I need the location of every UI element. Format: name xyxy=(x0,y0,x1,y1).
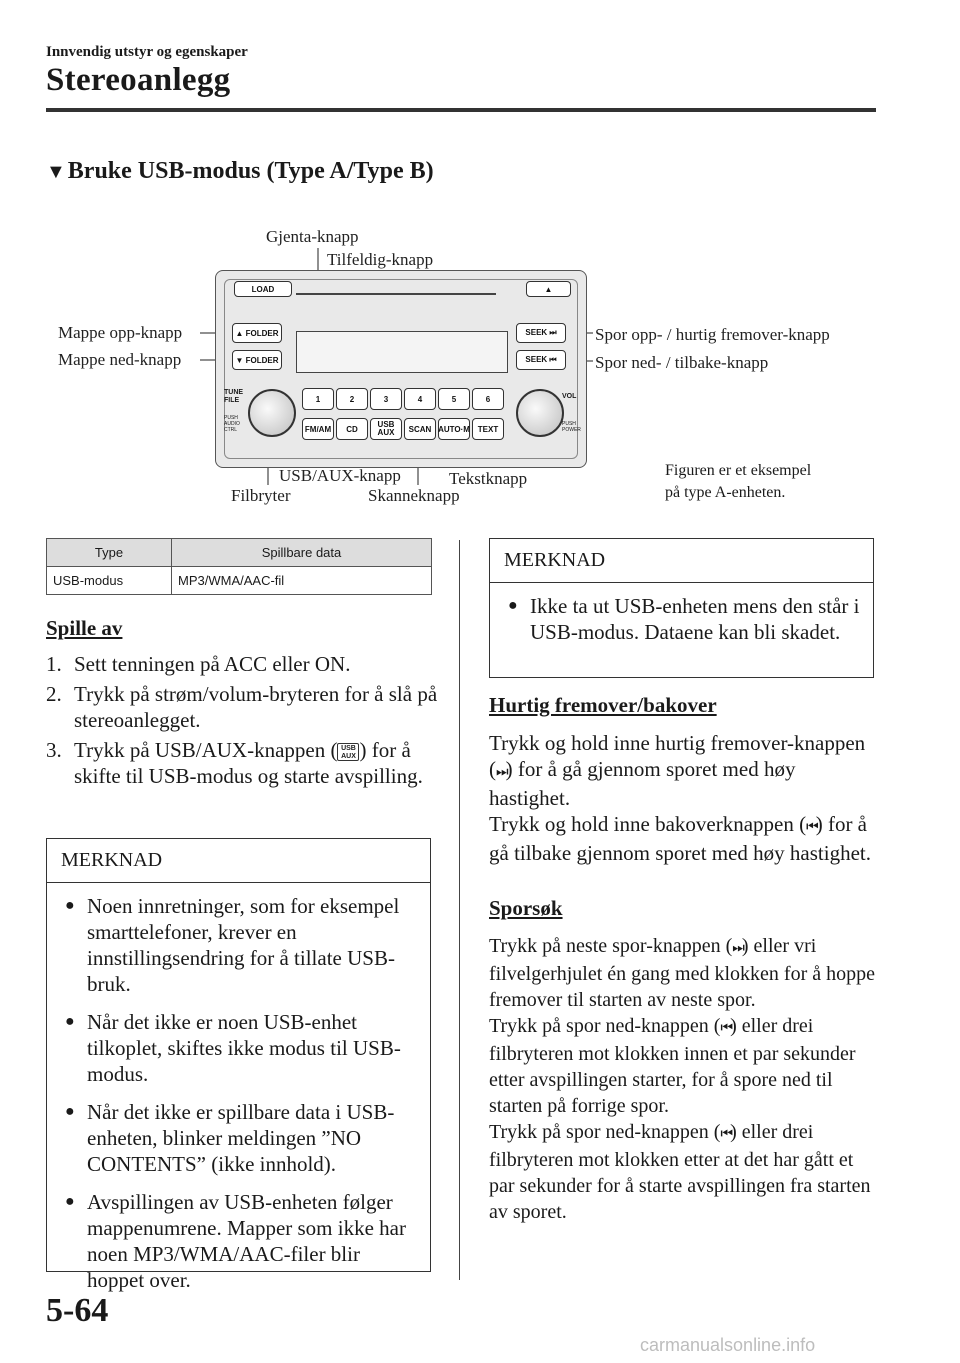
preset-button-1: 1 xyxy=(302,388,334,410)
section-label: Innvendig utstyr og egenskaper xyxy=(46,44,248,60)
bullet-icon: ● xyxy=(65,1013,75,1030)
list-item xyxy=(502,593,861,645)
note-box-right xyxy=(489,538,874,678)
fast-heading: Hurtig fremover/bakover xyxy=(489,693,717,717)
note-title: MERKNAD xyxy=(47,839,430,883)
page-title: Stereoanlegg xyxy=(46,62,231,98)
step-number: 3. xyxy=(46,738,62,762)
text-button: TEXT xyxy=(472,418,504,440)
list-item xyxy=(46,681,446,733)
folder-up-button: ▲ FOLDER xyxy=(232,323,282,343)
step-number: 1. xyxy=(46,652,62,676)
fast-p1-after: ) for å gå gjennom sporet med høy hastighet. xyxy=(489,757,796,810)
figure-caption-line-2: på type A-enheten. xyxy=(665,484,786,501)
playable-data-table xyxy=(46,538,432,595)
step-text-after: ) for å skifte til USB-modus og starte avspilling. xyxy=(74,738,423,788)
preset-button-6: 6 xyxy=(472,388,504,410)
callout-folder-up: Mappe opp-knapp xyxy=(58,323,183,342)
seek-up-button: SEEK ⏭ xyxy=(516,323,566,343)
fast-p2-after: ) for å gå tilbake gjennom sporet med høy hastighet. xyxy=(489,812,871,865)
table-row xyxy=(47,567,432,595)
step-text-before: Trykk på USB/AUX-knappen ( xyxy=(74,738,338,762)
bullet-icon: ● xyxy=(65,897,75,914)
load-button: LOAD xyxy=(234,281,292,297)
search-p2-after: ) eller drei filbryteren mot klokken innen et par sekunder etter avspillingen starter, for å spore ned til starten på forrige spor. xyxy=(489,1015,856,1117)
note-text: Avspillingen av USB-enheten følger mappenumrene. Mapper som ikke har noen MP3/WMA/AAC-filer blir hoppet over. xyxy=(87,1190,406,1292)
search-p1-before: Trykk på neste spor-knappen ( xyxy=(489,935,733,957)
list-item xyxy=(59,893,418,997)
display-window xyxy=(296,331,508,373)
search-p1-after: ) eller vri filvelgerhjulet én gang med klokken for å hoppe fremover til starten av neste spor. xyxy=(489,935,875,1011)
watermark: carmanualsonline.info xyxy=(640,1335,816,1355)
eject-button: ▲ xyxy=(526,281,571,297)
auto-m-button: AUTO·M xyxy=(438,418,470,440)
figure-caption xyxy=(665,460,811,504)
table-header-data: Spillbare data xyxy=(172,539,432,567)
note-text: Ikke ta ut USB-enheten mens den står i USB-modus. Dataene kan bli skadet. xyxy=(530,594,860,644)
callout-usb-aux: USB/AUX-knapp xyxy=(279,466,401,485)
vol-label: VOL xyxy=(562,393,577,400)
callout-text-button: Tekstknapp xyxy=(449,469,528,488)
preset-button-2: 2 xyxy=(336,388,368,410)
push-audio-label: PUSH AUDIO CTRL xyxy=(224,415,240,433)
fm-am-button: FM/AM xyxy=(302,418,334,440)
volume-knob xyxy=(516,389,564,437)
note-list xyxy=(47,883,430,1313)
figure-caption-line-1: Figuren er et eksempel xyxy=(665,462,812,479)
note-box-left xyxy=(46,838,431,1292)
previous-track-icon: ⏮ xyxy=(720,1126,731,1142)
table-cell-type: USB-modus xyxy=(47,567,172,595)
fast-p2-before: Trykk og hold inne bakoverknappen ( xyxy=(489,812,807,836)
disc-slot xyxy=(296,293,496,295)
note-text: Noen innretninger, som for eksempel smarttelefoner, krever en innstillingsendring for å tillate USB-bruk. xyxy=(87,894,400,996)
note-text: Når det ikke er noen USB-enhet tilkoplet, skiftes ikke modus til USB-modus. xyxy=(87,1010,401,1086)
callout-file-switch: Filbryter xyxy=(231,486,291,505)
play-steps xyxy=(46,651,446,789)
fast-forward-icon: ⏭ xyxy=(496,764,506,780)
column-divider xyxy=(459,540,460,1280)
preset-button-4: 4 xyxy=(404,388,436,410)
usb-aux-icon: USB AUX xyxy=(337,743,359,761)
radio-unit xyxy=(215,270,587,468)
search-p3-after: ) eller drei filbryteren mot klokken etter at det har gått et par sekunder for å starte avspillingen fra starten av sporet. xyxy=(489,1121,871,1223)
folder-down-button: ▼ FOLDER xyxy=(232,350,282,370)
list-item xyxy=(59,1009,418,1087)
rewind-icon: ⏮ xyxy=(806,819,816,835)
step-text: Sett tenningen på ACC eller ON. xyxy=(74,652,351,676)
callout-track-up: Spor opp- / hurtig fremover-knapp xyxy=(595,325,830,344)
note-title: MERKNAD xyxy=(490,539,873,583)
bullet-icon: ● xyxy=(508,597,518,614)
table-header-type: Type xyxy=(47,539,172,567)
page-number: 5-64 xyxy=(46,1292,109,1329)
callout-track-down: Spor ned- / tilbake-knapp xyxy=(595,353,769,372)
play-section xyxy=(46,616,446,793)
push-power-label: PUSH POWER xyxy=(562,421,581,433)
play-heading: Spille av xyxy=(46,616,123,640)
search-paragraph xyxy=(489,933,879,1225)
search-section xyxy=(489,895,879,1225)
note-text: Når det ikke er spillbare data i USB-enheten, blinker meldingen ”NO CONTENTS” (ikke innhold). xyxy=(87,1100,395,1176)
search-p2-before: Trykk på spor ned-knappen ( xyxy=(489,1015,721,1037)
heading-text: Bruke USB-modus (Type A/Type B) xyxy=(67,158,434,184)
scan-button: SCAN xyxy=(404,418,436,440)
step-number: 2. xyxy=(46,682,62,706)
callout-folder-down: Mappe ned-knapp xyxy=(58,350,182,369)
preset-button-5: 5 xyxy=(438,388,470,410)
list-item xyxy=(46,737,446,789)
fast-section xyxy=(489,692,879,866)
bullet-icon: ● xyxy=(65,1103,75,1120)
callout-random: Tilfeldig-knapp xyxy=(327,250,434,269)
previous-track-icon: ⏮ xyxy=(720,1020,731,1036)
next-track-icon: ⏭ xyxy=(732,940,742,956)
bullet-icon: ● xyxy=(65,1193,75,1210)
note-list xyxy=(490,583,873,665)
list-item xyxy=(59,1099,418,1177)
callout-scan: Skanneknapp xyxy=(368,486,460,505)
table-cell-data: MP3/WMA/AAC-fil xyxy=(172,567,432,595)
preset-button-3: 3 xyxy=(370,388,402,410)
fast-p1-before: Trykk og hold inne hurtig fremover-knappen ( xyxy=(489,731,866,781)
heading-marker-icon: ▼ xyxy=(46,161,66,183)
tune-label: TUNE FILE xyxy=(224,389,244,404)
seek-down-button: SEEK ⏮ xyxy=(516,350,566,370)
cd-button: CD xyxy=(336,418,368,440)
search-p3-before: Trykk på spor ned-knappen ( xyxy=(489,1121,721,1143)
tune-file-knob xyxy=(248,389,296,437)
search-heading: Sporsøk xyxy=(489,896,563,920)
table-header-row xyxy=(47,539,432,567)
step-text: Trykk på strøm/volum-bryteren for å slå på stereoanlegget. xyxy=(74,682,438,732)
usb-aux-button: USB AUX xyxy=(370,418,402,440)
list-item xyxy=(59,1189,418,1293)
list-item xyxy=(46,651,446,677)
fast-paragraph xyxy=(489,730,879,866)
callout-repeat: Gjenta-knapp xyxy=(266,227,359,246)
